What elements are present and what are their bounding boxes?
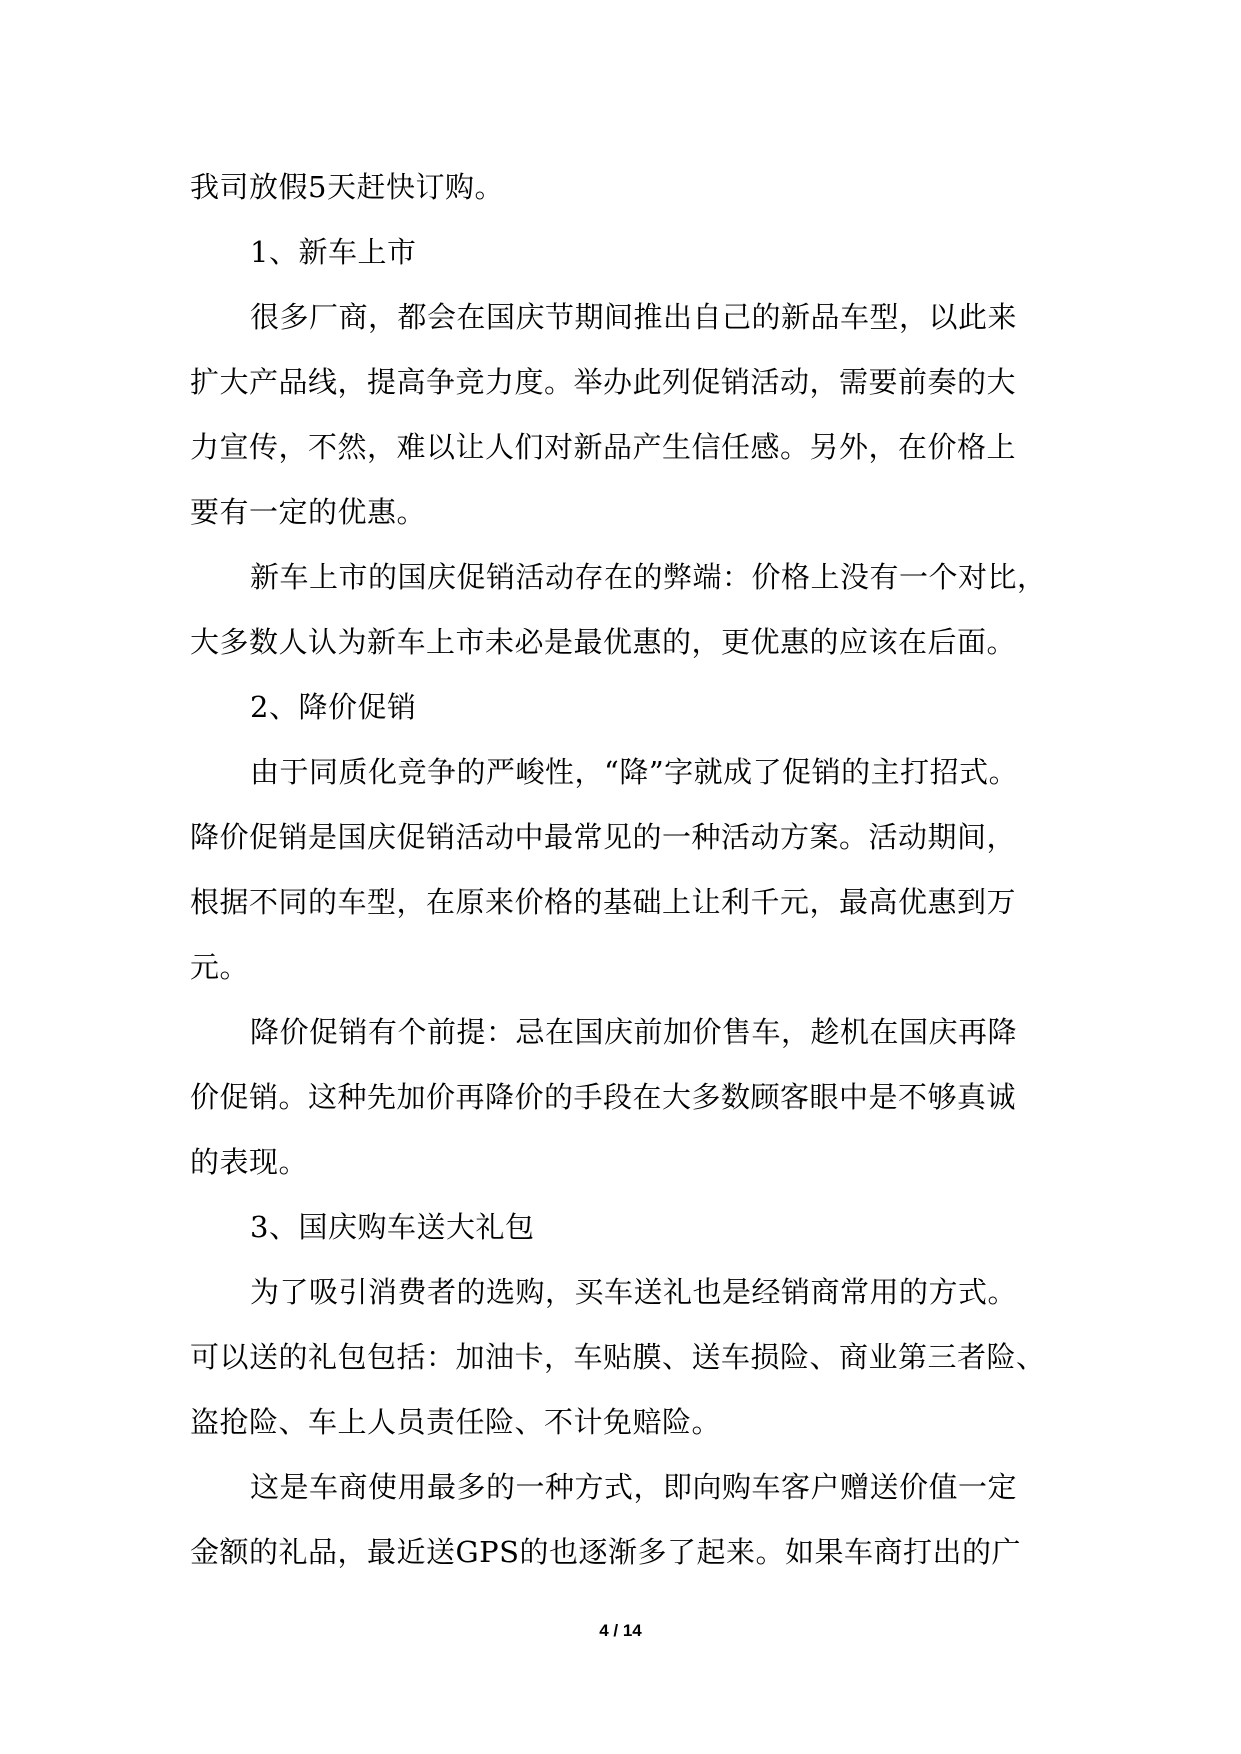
text-line: 降价促销是国庆促销活动中最常见的一种活动方案。活动期间， (190, 820, 1017, 854)
text-line: 新车上市的国庆促销活动存在的弊端：价格上没有一个对比， (250, 560, 1047, 594)
text-line: 很多厂商，都会在国庆节期间推出自己的新品车型，以此来 (250, 300, 1018, 334)
text-line: 盗抢险、车上人员责任险、不计免赔险。 (190, 1405, 722, 1439)
text-line: 的表现。 (190, 1145, 309, 1179)
page-number: 4 / 14 (599, 1621, 642, 1640)
section-heading: 3、国庆购车送大礼包 (250, 1210, 535, 1244)
text-line: 为了吸引消费者的选购，买车送礼也是经销商常用的方式。 (250, 1275, 1018, 1309)
text-line: 价促销。这种先加价再降价的手段在大多数顾客眼中是不够真诚 (190, 1080, 1017, 1114)
text-line: 由于同质化竞争的严峻性，“降”字就成了促销的主打招式。 (250, 755, 1019, 789)
text-line: 可以送的礼包包括：加油卡，车贴膜、送车损险、商业第三者险、 (190, 1340, 1046, 1374)
text-line: 这是车商使用最多的一种方式，即向购车客户赠送价值一定 (250, 1470, 1018, 1504)
text-line: 根据不同的车型，在原来价格的基础上让利千元，最高优惠到万 (190, 885, 1017, 919)
text-line: 要有一定的优惠。 (190, 495, 427, 529)
text-line: 金额的礼品，最近送GPS的也逐渐多了起来。如果车商打出的广 (190, 1535, 1022, 1569)
section-heading: 2、降价促销 (250, 690, 417, 724)
text-line: 力宣传，不然，难以让人们对新品产生信任感。另外，在价格上 (190, 430, 1017, 464)
text-line: 大多数人认为新车上市未必是最优惠的，更优惠的应该在后面。 (190, 625, 1017, 659)
text-line: 降价促销有个前提：忌在国庆前加价售车，趁机在国庆再降 (250, 1015, 1018, 1049)
text-line: 我司放假5天赶快订购。 (190, 170, 504, 204)
text-line: 元。 (190, 950, 250, 984)
body-text (190, 155, 1070, 1585)
text-line: 扩大产品线，提高争竞力度。举办此列促销活动，需要前奏的大 (190, 365, 1017, 399)
section-heading: 1、新车上市 (250, 235, 417, 269)
